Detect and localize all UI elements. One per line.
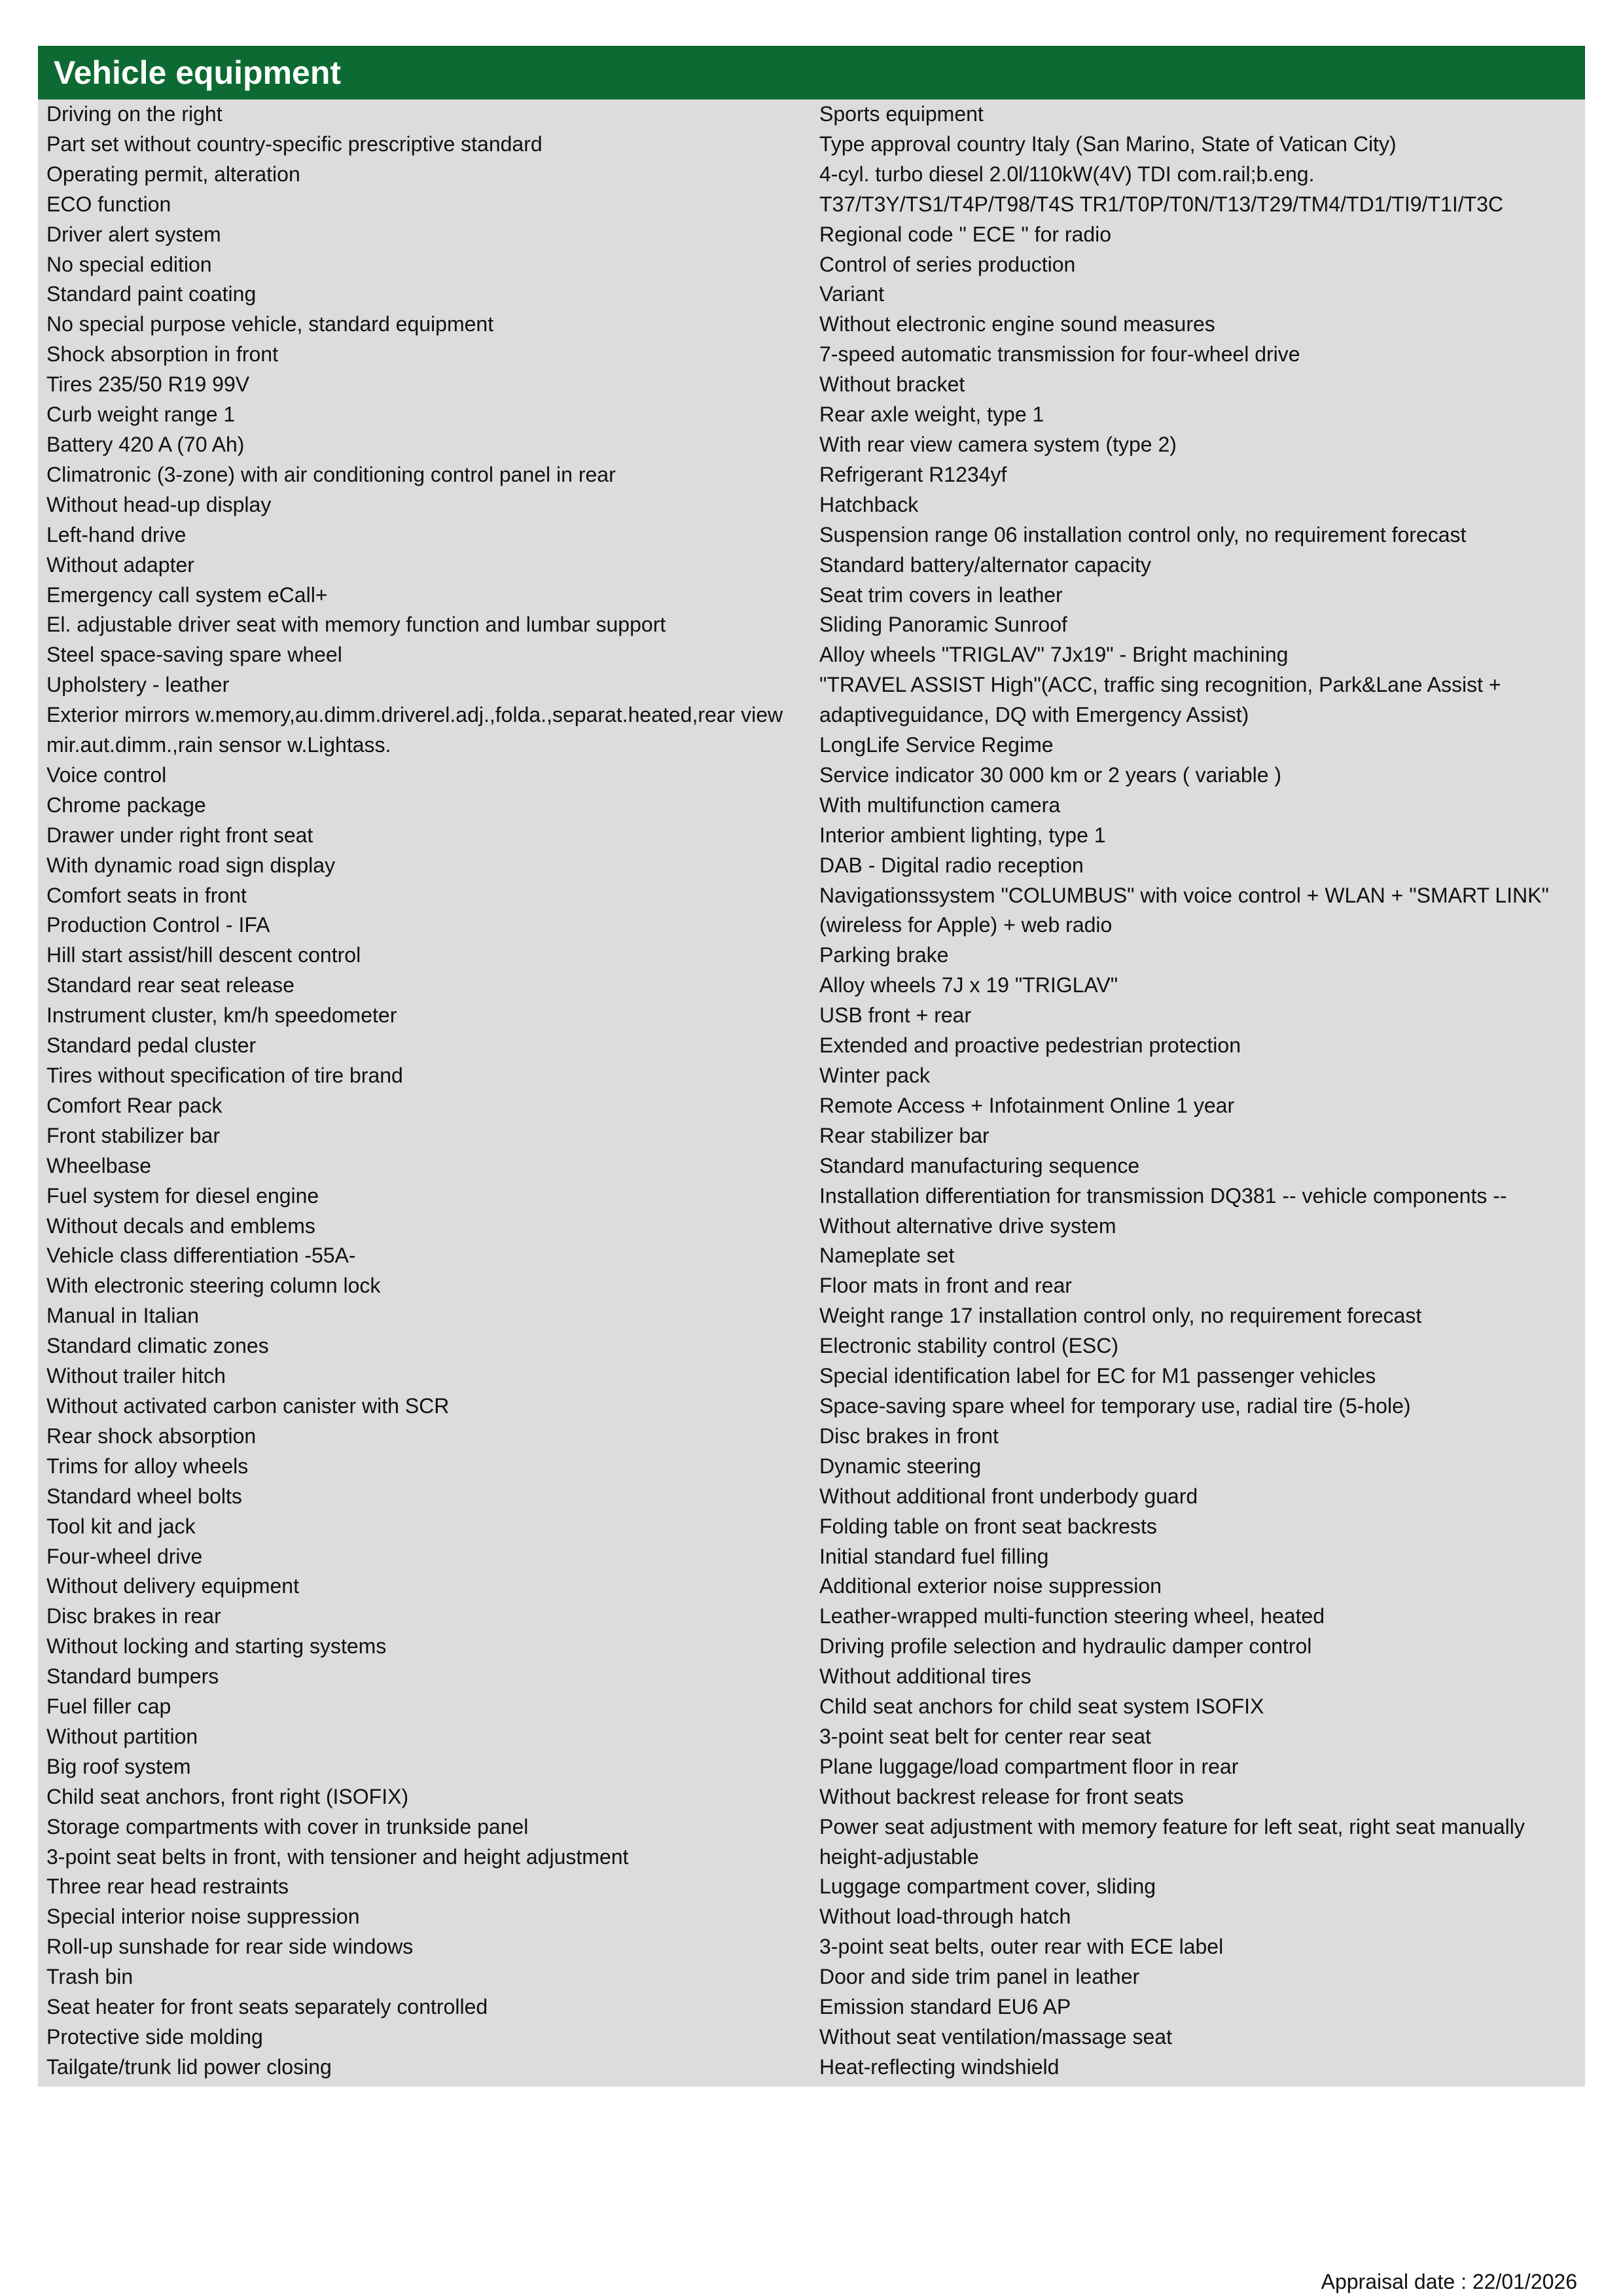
equipment-item: Drawer under right front seat xyxy=(46,823,313,847)
equipment-item: Floor mats in front and rear xyxy=(819,1274,1072,1298)
equipment-item: Disc brakes in front xyxy=(819,1424,999,1448)
equipment-item: Without adapter xyxy=(46,552,194,577)
equipment-item: With dynamic road sign display xyxy=(46,853,336,877)
equipment-item: Initial standard fuel filling xyxy=(819,1544,1049,1568)
equipment-item: Without seat ventilation/massage seat xyxy=(819,2025,1172,2049)
equipment-item: 3-point seat belts, outer rear with ECE label xyxy=(819,1935,1224,1959)
equipment-item: Climatronic (3-zone) with air conditioning control panel in rear xyxy=(46,462,616,486)
equipment-item: Tool kit and jack xyxy=(46,1514,196,1538)
equipment-item: 7-speed automatic transmission for four-wheel drive xyxy=(819,342,1300,367)
equipment-item: Comfort seats in front xyxy=(46,883,247,907)
equipment-item: Three rear head restraints xyxy=(46,1874,289,1899)
equipment-item: Seat heater for front seats separately controlled xyxy=(46,1995,488,2019)
equipment-item: Rear axle weight, type 1 xyxy=(819,403,1044,427)
equipment-item: Storage compartments with cover in trunkside panel xyxy=(46,1814,529,1839)
equipment-item: Alloy wheels 7J x 19 "TRIGLAV" xyxy=(819,973,1118,997)
equipment-item: With electronic steering column lock xyxy=(46,1274,381,1298)
equipment-item: Space-saving spare wheel for temporary use, radial tire (5-hole) xyxy=(819,1393,1411,1418)
equipment-item: Folding table on front seat backrests xyxy=(819,1514,1157,1538)
equipment-item: Special interior noise suppression xyxy=(46,1905,360,1929)
equipment-item: Luggage compartment cover, sliding xyxy=(819,1874,1156,1899)
equipment-item: Fuel system for diesel engine xyxy=(46,1183,319,1208)
equipment-item: Tires 235/50 R19 99V xyxy=(46,372,250,397)
equipment-item: Without additional front underbody guard xyxy=(819,1484,1198,1508)
equipment-item: Protective side molding xyxy=(46,2025,263,2049)
equipment-item: Door and side trim panel in leather xyxy=(819,1965,1140,1989)
equipment-item: Disc brakes in rear xyxy=(46,1604,221,1628)
equipment-item: Type approval country Italy (San Marino, State of Vatican City) xyxy=(819,132,1397,156)
equipment-item: Left-hand drive xyxy=(46,522,187,547)
equipment-item: Standard rear seat release xyxy=(46,973,294,997)
equipment-item: Remote Access + Infotainment Online 1 year xyxy=(819,1093,1235,1117)
equipment-item: Without decals and emblems xyxy=(46,1213,315,1238)
equipment-item: Power seat adjustment with memory feature for left seat, right seat manually height-adjustable xyxy=(819,1814,1525,1869)
vehicle-equipment-panel xyxy=(38,46,1585,2087)
equipment-item: With multifunction camera xyxy=(819,793,1061,817)
equipment-item: Without locking and starting systems xyxy=(46,1634,387,1659)
equipment-item: Variant xyxy=(819,282,885,306)
equipment-list-right xyxy=(819,99,1585,2083)
equipment-item: Wheelbase xyxy=(46,1153,152,1177)
equipment-item: Standard wheel bolts xyxy=(46,1484,242,1508)
equipment-item: Parking brake xyxy=(819,943,949,967)
equipment-item: Control of series production xyxy=(819,252,1076,276)
equipment-item: ECO function xyxy=(46,192,171,216)
equipment-item: Interior ambient lighting, type 1 xyxy=(819,823,1106,847)
equipment-item: Refrigerant R1234yf xyxy=(819,462,1007,486)
equipment-item: Battery 420 A (70 Ah) xyxy=(46,432,245,456)
equipment-item: Without activated carbon canister with SCR xyxy=(46,1393,450,1418)
equipment-item: Without partition xyxy=(46,1724,198,1748)
equipment-item: Instrument cluster, km/h speedometer xyxy=(46,1003,397,1028)
equipment-item: Without trailer hitch xyxy=(46,1364,226,1388)
equipment-item: Driving on the right xyxy=(46,102,223,126)
equipment-item: Suspension range 06 installation control only, no requirement forecast xyxy=(819,522,1467,547)
equipment-item: LongLife Service Regime xyxy=(819,733,1054,757)
equipment-item: Standard bumpers xyxy=(46,1664,219,1689)
equipment-item: Standard paint coating xyxy=(46,282,257,306)
equipment-item: USB front + rear xyxy=(819,1003,972,1028)
equipment-item: T37/T3Y/TS1/T4P/T98/T4S TR1/T0P/T0N/T13/T29/TM4/TD1/TI9/T1I/T3C xyxy=(819,192,1504,216)
equipment-item: Regional code " ECE " for radio xyxy=(819,222,1112,246)
equipment-item: Special identification label for EC for M1 passenger vehicles xyxy=(819,1364,1376,1388)
equipment-item: Emergency call system eCall+ xyxy=(46,583,328,607)
equipment-item: No special purpose vehicle, standard equipment xyxy=(46,312,494,336)
equipment-item: Exterior mirrors w.memory,au.dimm.driverel.adj.,folda.,separat.heated,rear view mir.aut.dimm.,rain sensor w.Lightass. xyxy=(46,703,783,757)
equipment-item: 4-cyl. turbo diesel 2.0l/110kW(4V) TDI com.rail;b.eng. xyxy=(819,162,1315,186)
equipment-item: Operating permit, alteration xyxy=(46,162,300,186)
equipment-item: Comfort Rear pack xyxy=(46,1093,223,1117)
equipment-item: Child seat anchors for child seat system ISOFIX xyxy=(819,1695,1264,1719)
equipment-item: Without delivery equipment xyxy=(46,1574,299,1598)
equipment-item: Steel space-saving spare wheel xyxy=(46,643,342,667)
equipment-item: Shock absorption in front xyxy=(46,342,278,367)
equipment-item: Navigationssystem "COLUMBUS" with voice control + WLAN + "SMART LINK" (wireless for Apple) + web radio xyxy=(819,883,1549,937)
equipment-item: Roll-up sunshade for rear side windows xyxy=(46,1935,414,1959)
equipment-item: Rear shock absorption xyxy=(46,1424,257,1448)
equipment-item: Big roof system xyxy=(46,1754,191,1778)
equipment-item: Without additional tires xyxy=(819,1664,1031,1689)
equipment-item: Vehicle class differentiation -55A- xyxy=(46,1244,356,1268)
equipment-item: Alloy wheels "TRIGLAV" 7Jx19" - Bright machining xyxy=(819,643,1289,667)
equipment-item: Production Control - IFA xyxy=(46,913,270,937)
equipment-item: Driving profile selection and hydraulic damper control xyxy=(819,1634,1312,1659)
equipment-item: Standard battery/alternator capacity xyxy=(819,552,1151,577)
equipment-item: Seat trim covers in leather xyxy=(819,583,1063,607)
equipment-item: Plane luggage/load compartment floor in rear xyxy=(819,1754,1239,1778)
equipment-item: Winter pack xyxy=(819,1064,930,1087)
equipment-item: Curb weight range 1 xyxy=(46,403,236,427)
equipment-item: "TRAVEL ASSIST High"(ACC, traffic sing recognition, Park&Lane Assist + adaptiveguidance, DQ with Emergency Assist) xyxy=(819,673,1501,727)
equipment-item: Voice control xyxy=(46,762,167,787)
equipment-item: No special edition xyxy=(46,252,212,276)
equipment-item: Tailgate/trunk lid power closing xyxy=(46,2054,332,2079)
equipment-item: Without head-up display xyxy=(46,492,272,516)
equipment-item: 3-point seat belts in front, with tensioner and height adjustment xyxy=(46,1844,629,1869)
equipment-item: Standard manufacturing sequence xyxy=(819,1153,1140,1177)
equipment-item: With rear view camera system (type 2) xyxy=(819,432,1177,456)
equipment-item: El. adjustable driver seat with memory function and lumbar support xyxy=(46,613,666,637)
equipment-item: Chrome package xyxy=(46,793,206,817)
equipment-item: Without bracket xyxy=(819,372,965,397)
equipment-item: Four-wheel drive xyxy=(46,1544,203,1568)
equipment-item: Child seat anchors, front right (ISOFIX) xyxy=(46,1784,409,1808)
equipment-item: Hill start assist/hill descent control xyxy=(46,943,361,967)
equipment-item: Without backrest release for front seats xyxy=(819,1784,1184,1808)
equipment-columns xyxy=(38,99,1585,2087)
equipment-item: Without alternative drive system xyxy=(819,1213,1116,1238)
equipment-item: Weight range 17 installation control only, no requirement forecast xyxy=(819,1304,1422,1328)
equipment-item: Trash bin xyxy=(46,1965,134,1989)
equipment-item: Hatchback xyxy=(819,492,919,516)
equipment-item: Front stabilizer bar xyxy=(46,1123,220,1147)
equipment-item: Dynamic steering xyxy=(819,1454,982,1478)
equipment-item: Rear stabilizer bar xyxy=(819,1123,990,1147)
equipment-item: Sliding Panoramic Sunroof xyxy=(819,613,1067,637)
section-title: Vehicle equipment xyxy=(38,46,1585,99)
equipment-item: 3-point seat belt for center rear seat xyxy=(819,1724,1151,1748)
equipment-item: Manual in Italian xyxy=(46,1304,200,1328)
equipment-item: Sports equipment xyxy=(819,102,984,126)
equipment-item: Emission standard EU6 AP xyxy=(819,1995,1071,2019)
equipment-item: Upholstery - leather xyxy=(46,673,230,697)
equipment-item: Tires without specification of tire brand xyxy=(46,1064,403,1087)
equipment-list-left xyxy=(38,99,819,2083)
equipment-item: Standard pedal cluster xyxy=(46,1033,257,1058)
equipment-item: Extended and proactive pedestrian protection xyxy=(819,1033,1241,1058)
equipment-item: Leather-wrapped multi-function steering wheel, heated xyxy=(819,1604,1325,1628)
equipment-item: Without load-through hatch xyxy=(819,1905,1071,1929)
equipment-item: Heat-reflecting windshield xyxy=(819,2054,1060,2079)
equipment-item: Trims for alloy wheels xyxy=(46,1454,249,1478)
equipment-item: Additional exterior noise suppression xyxy=(819,1574,1162,1598)
equipment-item: Standard climatic zones xyxy=(46,1334,269,1358)
equipment-item: Without electronic engine sound measures xyxy=(819,312,1215,336)
equipment-item: DAB - Digital radio reception xyxy=(819,853,1084,877)
equipment-item: Installation differentiation for transmission DQ381 -- vehicle components -- xyxy=(819,1183,1507,1208)
equipment-item: Fuel filler cap xyxy=(46,1695,171,1719)
equipment-item: Nameplate set xyxy=(819,1244,955,1268)
equipment-item: Driver alert system xyxy=(46,222,221,246)
equipment-item: Part set without country-specific prescriptive standard xyxy=(46,132,543,156)
equipment-item: Service indicator 30 000 km or 2 years ( variable ) xyxy=(819,762,1282,787)
equipment-item: Electronic stability control (ESC) xyxy=(819,1334,1119,1358)
appraisal-date: Appraisal date : 22/01/2026 xyxy=(1321,2270,1577,2293)
